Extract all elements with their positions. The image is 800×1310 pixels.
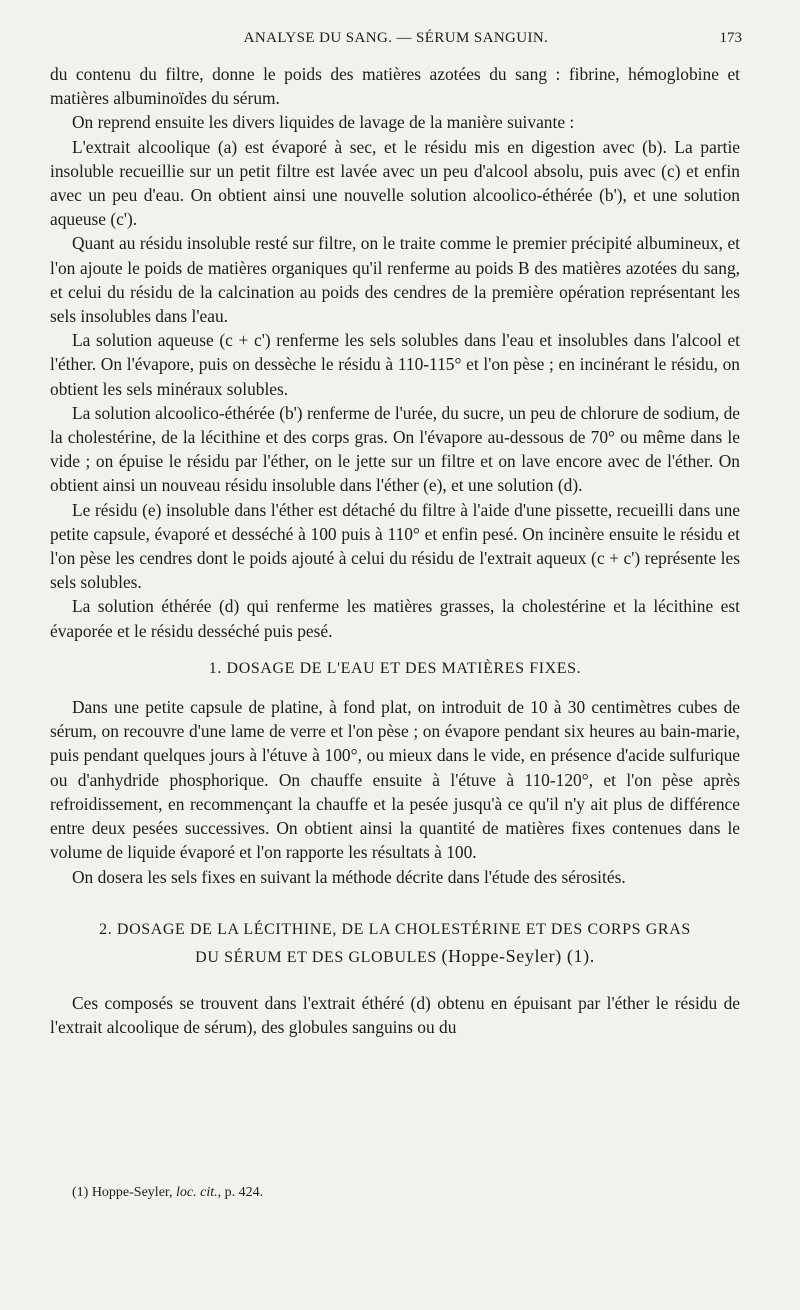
footnote-page: , p. 424. — [217, 1185, 264, 1200]
running-header — [50, 30, 742, 56]
footnote-text: (1) Hoppe-Seyler, — [72, 1185, 173, 1200]
paragraph: L'extrait alcoolique (a) est évaporé à sec, et le résidu mis en digestion avec (b). La partie insoluble recueillie sur un petit filtre est lavée avec un peu d'alcool absolu, puis avec (c) et enfin avec un peu d'eau. On obtient ainsi une nouvelle solution alcoolico-éthérée (b'), et une solution aqueuse (c'). — [50, 136, 740, 230]
paragraph: On reprend ensuite les divers liquides de lavage de la manière suivante : — [72, 112, 575, 133]
paragraph: La solution éthérée (d) qui renferme les matières grasses, la cholestérine et la lécithine est évaporée et le résidu desséché puis pesé. — [50, 596, 740, 641]
footnote-ref: loc. cit. — [176, 1185, 218, 1200]
paragraph: La solution aqueuse (c + c') renferme les sels solubles dans l'eau et insolubles dans l'alcool et l'éther. On l'évapore, puis on dessèche le résidu à 110-115° et l'on pèse ; en incinérant le résidu, on obtient les sels minéraux solubles. — [50, 330, 740, 399]
section-heading-2 — [50, 917, 740, 971]
section-heading-1: 1. DOSAGE DE L'EAU ET DES MATIÈRES FIXES. — [208, 659, 582, 677]
paragraph: La solution alcoolico-éthérée (b') renferme de l'urée, du sucre, un peu de chlorure de sodium, de la cholestérine, de la lécithine et des corps gras. On l'évapore au-dessous de 70° ou même dans le vide ; on épuise le résidu par l'éther, on le jette sur un filtre et on lave encore avec de l'éther. On obtient ainsi un nouveau résidu insoluble dans l'éther (e), et une solution (d). — [50, 402, 740, 496]
body-text — [50, 62, 740, 1039]
section-heading-2-subject: DU SÉRUM ET DES GLOBULES — [195, 948, 437, 966]
section-heading-2-line2 — [50, 943, 740, 971]
paragraph: On dosera les sels fixes en suivant la méthode décrite dans l'étude des sérosités. — [72, 866, 626, 887]
paragraph: Ces composés se trouvent dans l'extrait éthéré (d) obtenu en épuisant par l'éther le résidu de l'extrait alcoolique de sérum), des globules sanguins ou du — [50, 992, 740, 1037]
paragraph: Dans une petite capsule de platine, à fond plat, on introduit de 10 à 30 centimètres cubes de sérum, on recouvre d'une lame de verre et l'on pèse ; on évapore pendant six heures au bain-marie, puis pendant quelques jours à l'étuve à 100°, ou mieux dans le vide, en présence d'acide sulfurique ou d'anhydride phosphorique. On chauffe ensuite à l'étuve à 110-120°, et l'on pèse après refroidissement, en recommençant la chauffe et la pesée jusqu'à ce qu'il n'y ait plus de différence entre deux pesées successives. On obtient ainsi la quantité de matières fixes contenues dans le volume de liquide évaporé et l'on rapporte les résultats à 100. — [50, 697, 740, 863]
section-heading-2-author: (Hoppe-Seyler) (1). — [441, 945, 595, 966]
paragraph: Le résidu (e) insoluble dans l'éther est détaché du filtre à l'aide d'une pissette, recueilli dans une petite capsule, évaporé et desséché à 100 puis à 110° et enfin pesé. On incinère ensuite le résidu et l'on pèse les cendres dont le poids ajouté à celui du résidu de l'extrait aqueux (c + c') représente les sels solubles. — [50, 499, 740, 593]
page-number: 173 — [719, 30, 742, 46]
footnote — [72, 1185, 263, 1201]
section-heading-2-line1: 2. DOSAGE DE LA LÉCITHINE, DE LA CHOLESTÉRINE ET DES CORPS GRAS — [99, 920, 691, 938]
running-title: ANALYSE DU SANG. — SÉRUM SANGUIN. — [243, 30, 549, 46]
paragraph: du contenu du filtre, donne le poids des matières azotées du sang : fibrine, hémoglobine et matières albuminoïdes du sérum. — [50, 64, 740, 109]
paragraph: Quant au résidu insoluble resté sur filtre, on le traite comme le premier précipité albumineux, et l'on ajoute le poids de matières organiques qu'il renferme au poids B des matières azotées du sang, et celui du résidu de la calcination au poids des cendres de la première opération représentant les sels insolubles dans l'eau. — [50, 233, 740, 327]
